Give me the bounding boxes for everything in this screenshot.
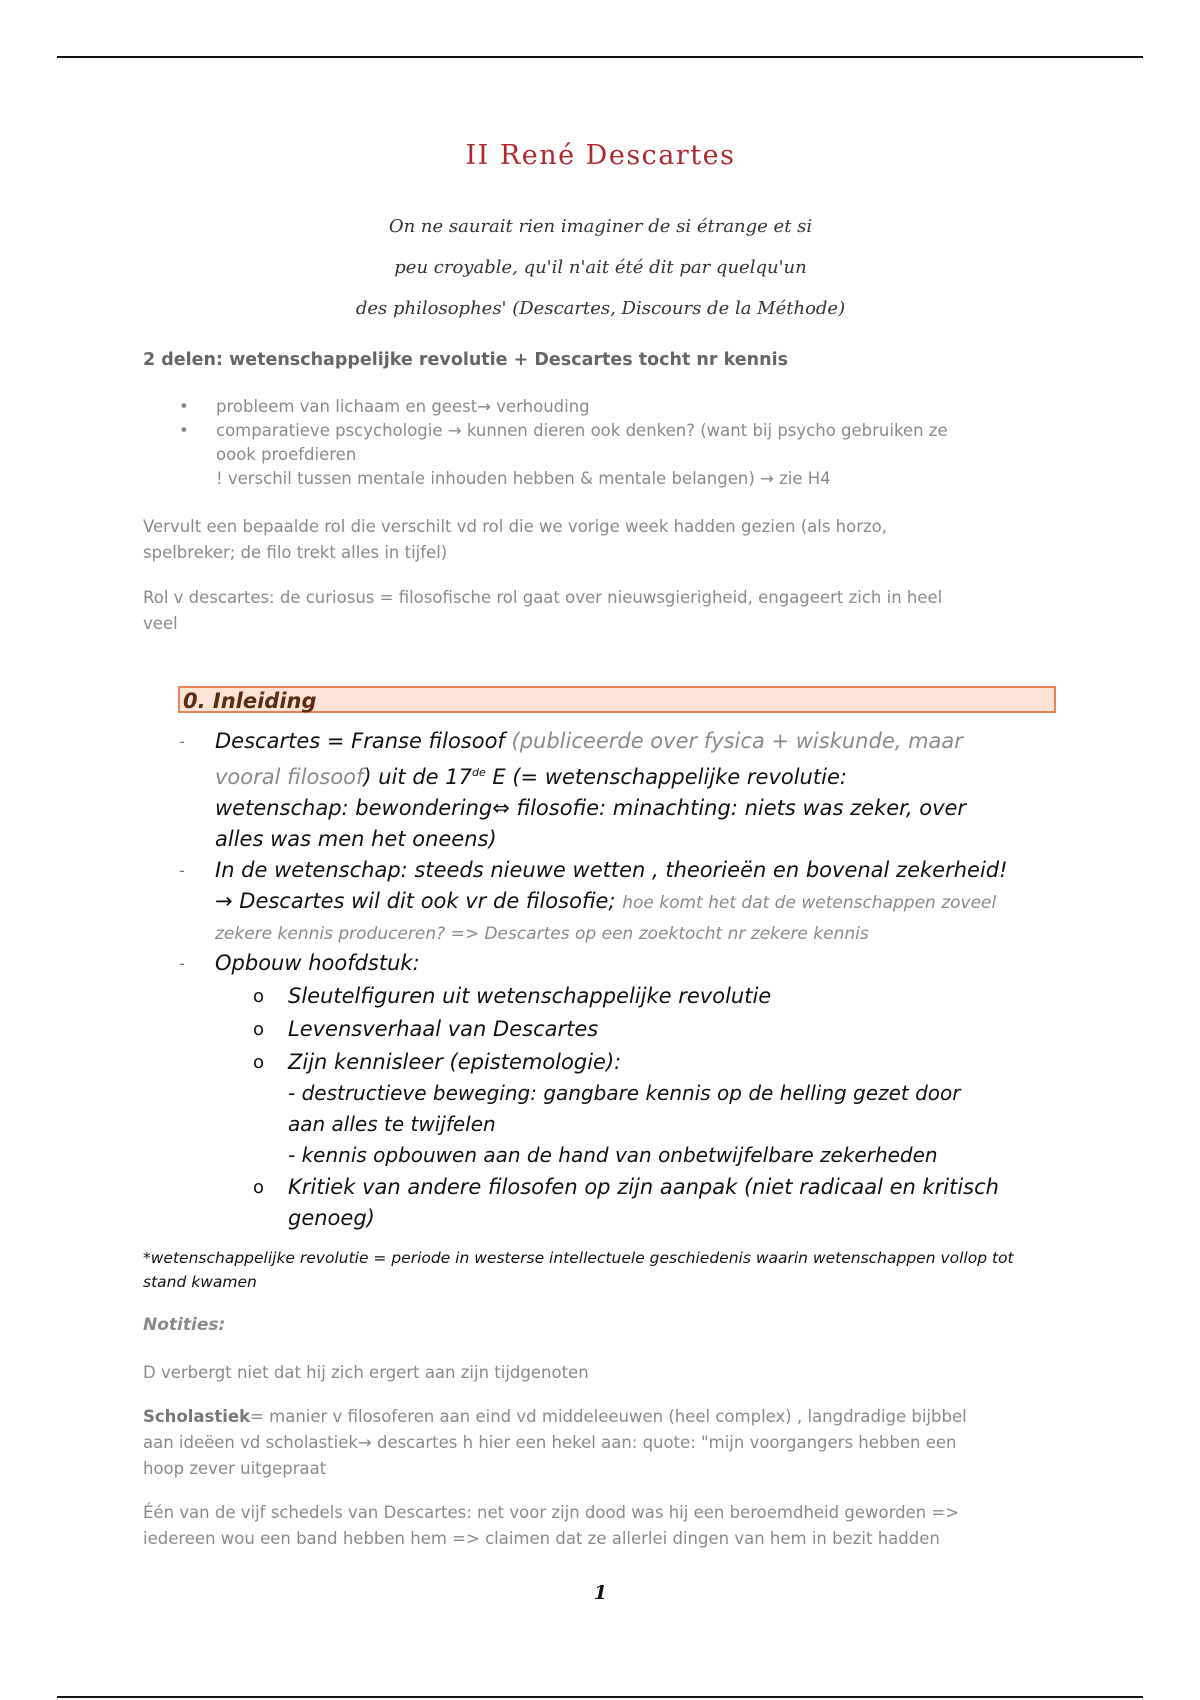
circle-bullet-icon: o xyxy=(253,1019,265,1040)
sub-list-item: o Kritiek van andere filosofen op zijn aanpak (niet radicaal en kritisch genoeg) xyxy=(143,1172,1058,1234)
dash-icon: - xyxy=(179,954,185,973)
circle-bullet-icon: o xyxy=(253,1177,265,1198)
dash-icon: - xyxy=(179,732,185,751)
circle-bullet-icon: o xyxy=(253,1052,265,1073)
sub-list-item: o Sleutelfiguren uit wetenschappelijke revolutie xyxy=(143,981,1058,1012)
scholastiek-term: Scholastiek xyxy=(143,1407,251,1426)
note-tijdgenoten: D verbergt niet dat hij zich ergert aan zijn tijdgenoten xyxy=(143,1363,589,1382)
footer-rule xyxy=(57,1696,1143,1698)
bullet-list xyxy=(143,395,1058,491)
bullet-item: • comparatieve pscychologie → kunnen dieren ook denken? (want bij psycho gebruiken ze oook proefdieren ! verschil tussen mentale inhouden hebben & mentale belangen) → zie H4 xyxy=(179,421,948,488)
header-rule xyxy=(57,56,1143,58)
inleiding-list xyxy=(143,726,1058,1234)
paragraph-curiosus: Rol v descartes: de curiosus = filosofische rol gaat over nieuwsgierigheid, engageert zich in heel veel xyxy=(143,588,943,633)
paragraph-role: Vervult een bepaalde rol die verschilt vd rol die we vorige week hadden gezien (als horzo, spelbreker; de filo trekt alles in tijfel) xyxy=(143,517,888,562)
section-heading-inleiding: 0. Inleiding xyxy=(178,686,1056,713)
quote-line-3: des philosophes' (Descartes, Discours de la Méthode) xyxy=(355,298,846,319)
bullet-item: • probleem van lichaam en geest→ verhouding xyxy=(143,395,1058,419)
list-item: - Descartes = Franse filosoof (publiceerde over fysica + wiskunde, maar vooral filosoof) uit de 17de E (= wetenschappelijke revolutie: wetenschap: bewondering⇔ filosofie: minachting: niets was zeker, over alles was men het oneens) xyxy=(143,726,1058,855)
list-item: - Opbouw hoofdstuk: xyxy=(143,948,1058,979)
sub-list-item: o Levensverhaal van Descartes xyxy=(143,1014,1058,1045)
bullet-icon: • xyxy=(179,397,189,416)
page-number: 1 xyxy=(593,1582,608,1604)
note-scholastiek: Scholastiek= manier v filosoferen aan eind vd middeleeuwen (heel complex) , langdradige bijbbel aan ideëen vd scholastiek→ descartes h hier een hekel aan: quote: "mijn voorgangers hebben een hoop zever uitgepraat xyxy=(143,1407,967,1478)
epigraph-quote xyxy=(343,206,858,329)
bullet-icon: • xyxy=(179,421,189,440)
sub-list-item: o Zijn kennisleer (epistemologie): xyxy=(143,1047,1058,1078)
sub-list: o Sleutelfiguren uit wetenschappelijke revolutie o Levensverhaal van Descartes o Zijn kennisleer (epistemologie): - destructieve beweging: gangbare kennis op de helling gezet door aan alles te twijfelen - kennis opbouwen aan de hand van onbetwijfelbare zekerheden o Kritiek van andere filosofen op zijn aanpak (niet radicaal en kritisch genoeg) xyxy=(143,981,1058,1234)
list-item: - In de wetenschap: steeds nieuwe wetten , theorieën en bovenal zekerheid! → Descartes wil dit ook vr de filosofie; hoe komt het dat de wetenschappen zoveel zekere kennis produceren? => Descartes op een zoektocht nr zekere kennis xyxy=(143,855,1058,948)
page-title: II René Descartes xyxy=(465,140,736,171)
quote-line-2: peu croyable, qu'il n'ait été dit par quelqu'un xyxy=(394,257,807,278)
notes-label: Notities: xyxy=(143,1315,226,1335)
footnote: *wetenschappelijke revolutie = periode in westerse intellectuele geschiedenis waarin wetenschappen vollop tot stand kwamen xyxy=(143,1249,1014,1291)
note-schedels: Één van de vijf schedels van Descartes: net voor zijn dood was hij een beroemdheid geworden => iedereen wou een band hebben hem => claimen dat ze allerlei dingen van hem in bezit hadden xyxy=(143,1503,960,1548)
intro-heading: 2 delen: wetenschappelijke revolutie + Descartes tocht nr kennis xyxy=(143,350,788,370)
circle-bullet-icon: o xyxy=(253,986,265,1007)
quote-line-1: On ne saurait rien imaginer de si étrange et si xyxy=(388,216,813,237)
dash-icon: - xyxy=(179,861,185,880)
